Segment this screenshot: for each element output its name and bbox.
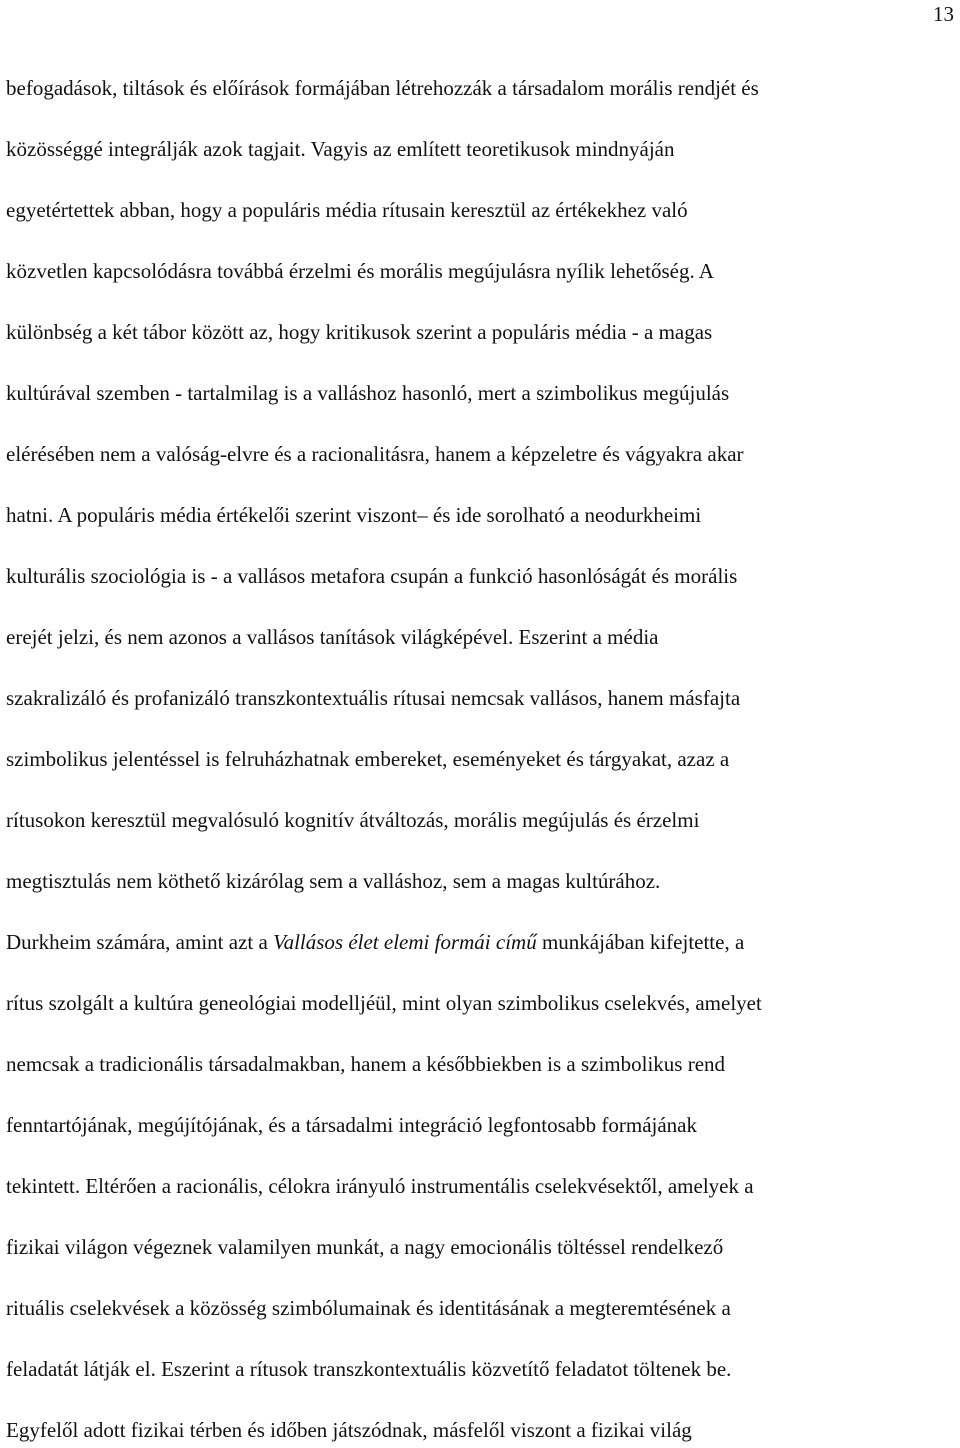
text-line: közösséggé integrálják azok tagjait. Vagyis az említett teoretikusok mindnyáján — [6, 137, 675, 161]
text-line: elérésében nem a valóság-elvre és a racionalitásra, hanem a képzeletre és vágyakra akar — [6, 442, 744, 466]
text-line: rítus szolgált a kultúra geneológiai modelljéül, mint olyan szimbolikus cselekvés, amelyet — [6, 991, 762, 1015]
text-line: fenntartójának, megújítójának, és a társadalmi integráció legfontosabb formájának — [6, 1113, 697, 1137]
text-line: szimbolikus jelentéssel is felruházhatnak embereket, eseményeket és tárgyakat, azaz a — [6, 747, 730, 771]
text-line: Egyfelől adott fizikai térben és időben játszódnak, másfelől viszont a fizikai világ — [6, 1418, 692, 1442]
text-line: befogadások, tiltások és előírások formájában létrehozzák a társadalom morális rendjét és — [6, 76, 759, 100]
book-title: Vallásos élet elemi formái című — [273, 930, 537, 954]
page-number: 13 — [933, 2, 954, 26]
text-line: egyetértettek abban, hogy a populáris média rítusain keresztül az értékekhez való — [6, 198, 688, 222]
text-line: hatni. A populáris média értékelői szerint viszont– és ide sorolható a neodurkheimi — [6, 503, 702, 527]
text-line: közvetlen kapcsolódásra továbbá érzelmi és morális megújulásra nyílik lehetőség. A — [6, 259, 714, 283]
text-segment: Durkheim számára, amint azt a — [6, 930, 274, 954]
text-line: tekintett. Eltérően a racionális, célokra irányuló instrumentális cselekvésektől, amelyek a — [6, 1174, 754, 1198]
text-line: különbség a két tábor között az, hogy kritikusok szerint a populáris média - a magas — [6, 320, 713, 344]
text-line: rituális cselekvések a közösség szimbólumainak és identitásának a megteremtésének a — [6, 1296, 731, 1320]
text-segment: munkájában kifejtette, a — [536, 930, 745, 954]
text-line: kultúrával szemben - tartalmilag is a valláshoz hasonló, mert a szimbolikus megújulás — [6, 381, 730, 405]
text-line-durkheim — [6, 930, 744, 954]
text-line: erejét jelzi, és nem azonos a vallásos tanítások világképével. Eszerint a média — [6, 625, 659, 649]
text-line: szakralizáló és profanizáló transzkontextuális rítusai nemcsak vallásos, hanem másfajta — [6, 686, 741, 710]
text-line: feladatát látják el. Eszerint a rítusok transzkontextuális közvetítő feladatot töltenek be. — [6, 1357, 732, 1381]
text-line: megtisztulás nem köthető kizárólag sem a valláshoz, sem a magas kultúrához. — [6, 869, 661, 893]
text-line: kulturális szociológia is - a vallásos metafora csupán a funkció hasonlóságát és morális — [6, 564, 738, 588]
text-line: rítusokon keresztül megvalósuló kognitív átváltozás, morális megújulás és érzelmi — [6, 808, 700, 832]
text-line: fizikai világon végeznek valamilyen munkát, a nagy emocionális töltéssel rendelkező — [6, 1235, 724, 1259]
text-line: nemcsak a tradicionális társadalmakban, hanem a későbbiekben is a szimbolikus rend — [6, 1052, 726, 1076]
